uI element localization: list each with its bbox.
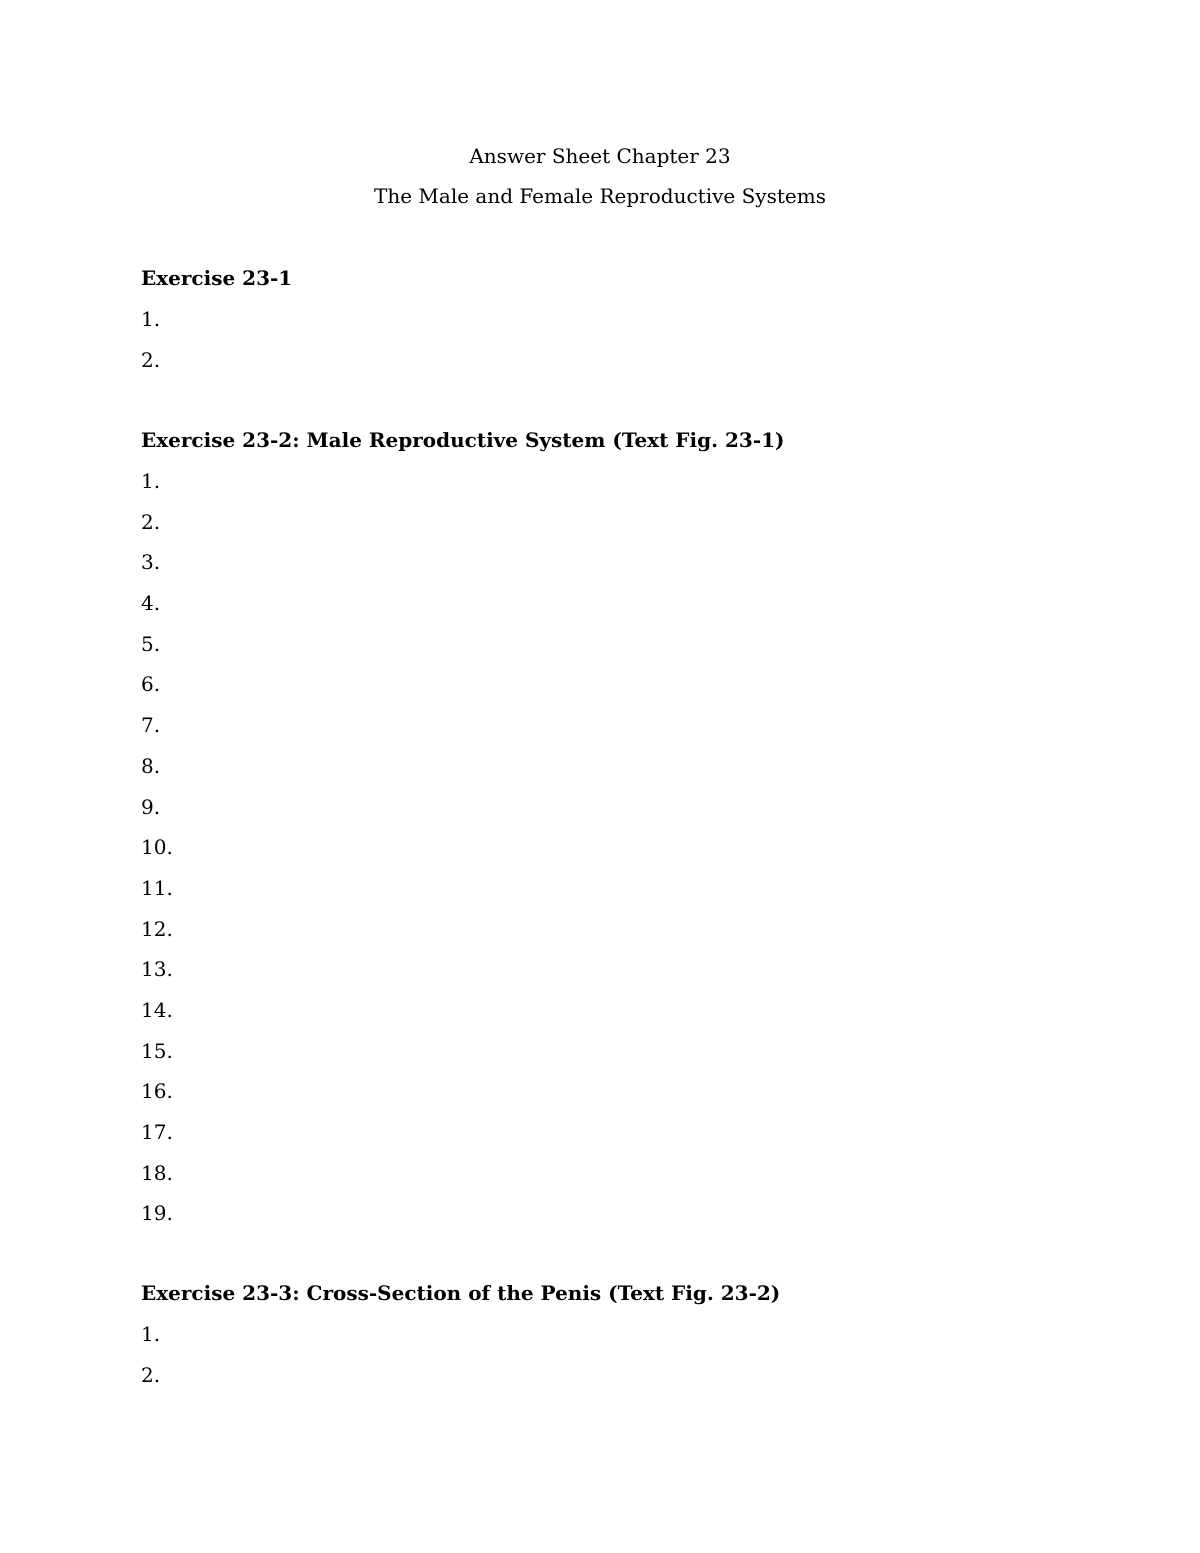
answer-item-number: 14. bbox=[141, 997, 173, 1022]
exercise-section bbox=[141, 266, 1041, 388]
answer-item-number: 7. bbox=[141, 713, 161, 738]
answer-item-number: 17. bbox=[141, 1120, 173, 1144]
exercise-section bbox=[141, 428, 1041, 1242]
exercise-section bbox=[141, 1281, 1041, 1403]
answer-item-number: 4. bbox=[141, 591, 161, 616]
answer-item-number: 2. bbox=[141, 509, 161, 534]
answer-item-number: 10. bbox=[141, 835, 173, 860]
answer-item-number: 1. bbox=[141, 469, 161, 493]
answer-item-number: 1. bbox=[141, 1322, 161, 1346]
answer-item-number: 2. bbox=[141, 1362, 161, 1387]
answer-item-number: 9. bbox=[141, 794, 161, 819]
answer-item-number: 16. bbox=[141, 1079, 173, 1104]
answer-item-number: 2. bbox=[141, 347, 161, 372]
answer-list bbox=[141, 469, 1041, 1225]
answer-item-number: 12. bbox=[141, 916, 173, 941]
answer-item-number: 6. bbox=[141, 672, 161, 697]
answer-item-number: 8. bbox=[141, 753, 161, 778]
answer-list bbox=[141, 1322, 1041, 1387]
answer-item-number: 15. bbox=[141, 1038, 173, 1063]
exercise-heading: Exercise 23-3: Cross-Section of the Penis (Text Fig. 23-2) bbox=[141, 1281, 781, 1305]
answer-item-number: 11. bbox=[141, 875, 173, 900]
answer-item-number: 13. bbox=[141, 957, 173, 982]
exercise-heading: Exercise 23-1 bbox=[141, 266, 293, 290]
answer-item-number: 18. bbox=[141, 1160, 173, 1185]
answer-list bbox=[141, 307, 1041, 372]
document-title: Answer Sheet Chapter 23 bbox=[469, 144, 731, 168]
exercise-heading: Exercise 23-2: Male Reproductive System (Text Fig. 23-1) bbox=[141, 428, 785, 452]
answer-item-number: 3. bbox=[141, 550, 161, 575]
document-subtitle: The Male and Female Reproductive Systems bbox=[374, 184, 826, 208]
answer-item-number: 5. bbox=[141, 631, 161, 656]
answer-item-number: 19. bbox=[141, 1201, 173, 1226]
answer-item-number: 1. bbox=[141, 307, 161, 331]
